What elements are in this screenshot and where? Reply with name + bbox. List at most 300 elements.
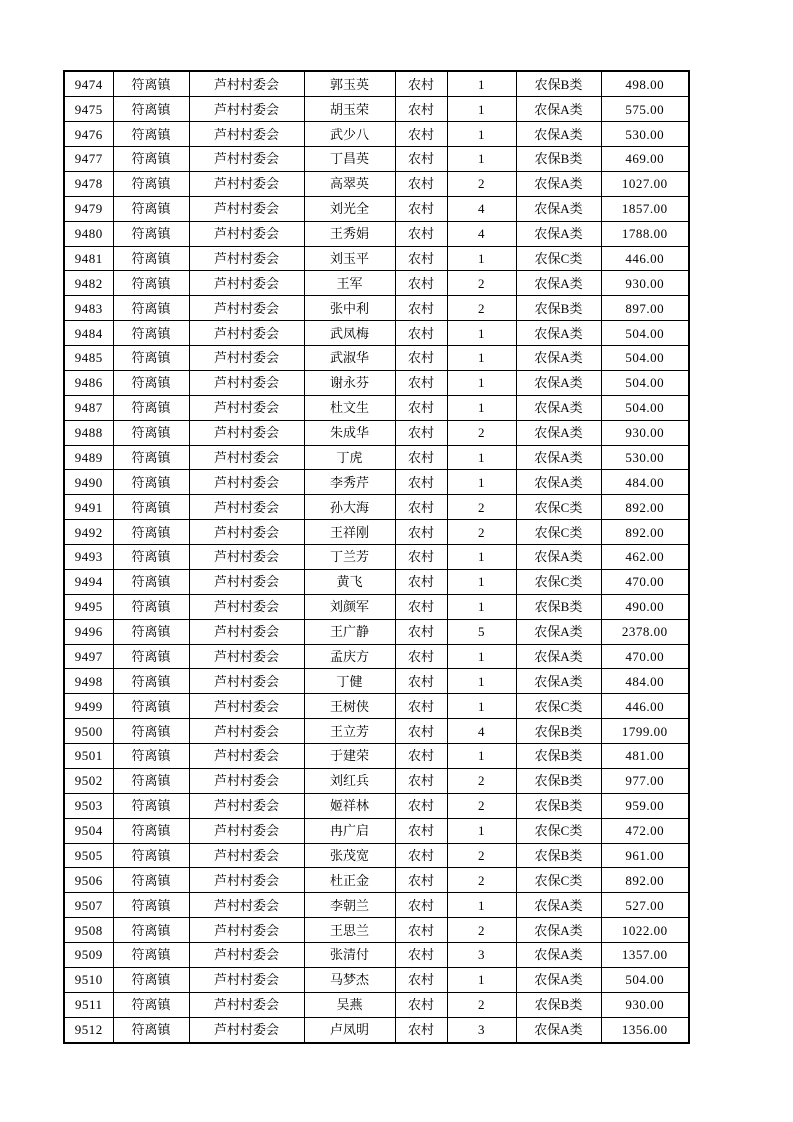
village-committee-cell: 芦村村委会	[189, 147, 304, 172]
insurance-category-cell: 农保A类	[516, 321, 601, 346]
table-row	[64, 818, 689, 843]
insurance-category-cell: 农保A类	[516, 918, 601, 943]
serial-number-cell: 9506	[64, 868, 113, 893]
insurance-category-cell: 农保B类	[516, 744, 601, 769]
amount-cell: 959.00	[601, 793, 689, 818]
residence-type-cell: 农村	[395, 495, 447, 520]
person-name-cell: 丁昌英	[304, 147, 395, 172]
residence-type-cell: 农村	[395, 395, 447, 420]
pension-roster-body	[64, 71, 689, 1043]
person-count-cell: 1	[447, 545, 516, 570]
person-name-cell: 丁健	[304, 669, 395, 694]
person-count-cell: 3	[447, 1017, 516, 1043]
person-count-cell: 1	[447, 346, 516, 371]
village-committee-cell: 芦村村委会	[189, 918, 304, 943]
insurance-category-cell: 农保A类	[516, 669, 601, 694]
village-committee-cell: 芦村村委会	[189, 744, 304, 769]
village-committee-cell: 芦村村委会	[189, 470, 304, 495]
town-cell: 符离镇	[113, 520, 189, 545]
table-row	[64, 992, 689, 1017]
person-name-cell: 丁兰芳	[304, 545, 395, 570]
residence-type-cell: 农村	[395, 992, 447, 1017]
person-name-cell: 李朝兰	[304, 893, 395, 918]
town-cell: 符离镇	[113, 818, 189, 843]
table-row	[64, 868, 689, 893]
town-cell: 符离镇	[113, 246, 189, 271]
residence-type-cell: 农村	[395, 97, 447, 122]
table-row	[64, 793, 689, 818]
serial-number-cell: 9512	[64, 1017, 113, 1043]
town-cell: 符离镇	[113, 545, 189, 570]
residence-type-cell: 农村	[395, 893, 447, 918]
person-count-cell: 4	[447, 221, 516, 246]
village-committee-cell: 芦村村委会	[189, 445, 304, 470]
person-name-cell: 王广静	[304, 619, 395, 644]
town-cell: 符离镇	[113, 271, 189, 296]
village-committee-cell: 芦村村委会	[189, 967, 304, 992]
person-count-cell: 1	[447, 594, 516, 619]
village-committee-cell: 芦村村委会	[189, 943, 304, 968]
amount-cell: 1799.00	[601, 719, 689, 744]
table-row	[64, 1017, 689, 1043]
village-committee-cell: 芦村村委会	[189, 122, 304, 147]
serial-number-cell: 9494	[64, 569, 113, 594]
table-row	[64, 122, 689, 147]
serial-number-cell: 9474	[64, 71, 113, 97]
amount-cell: 575.00	[601, 97, 689, 122]
person-count-cell: 2	[447, 420, 516, 445]
person-count-cell: 1	[447, 321, 516, 346]
town-cell: 符离镇	[113, 196, 189, 221]
town-cell: 符离镇	[113, 918, 189, 943]
person-name-cell: 张中利	[304, 296, 395, 321]
amount-cell: 504.00	[601, 370, 689, 395]
village-committee-cell: 芦村村委会	[189, 296, 304, 321]
amount-cell: 961.00	[601, 843, 689, 868]
insurance-category-cell: 农保A类	[516, 346, 601, 371]
table-row	[64, 171, 689, 196]
village-committee-cell: 芦村村委会	[189, 321, 304, 346]
residence-type-cell: 农村	[395, 445, 447, 470]
person-name-cell: 高翠英	[304, 171, 395, 196]
insurance-category-cell: 农保C类	[516, 569, 601, 594]
person-count-cell: 2	[447, 992, 516, 1017]
person-name-cell: 丁虎	[304, 445, 395, 470]
village-committee-cell: 芦村村委会	[189, 619, 304, 644]
insurance-category-cell: 农保A类	[516, 445, 601, 470]
person-name-cell: 姬祥林	[304, 793, 395, 818]
serial-number-cell: 9499	[64, 694, 113, 719]
town-cell: 符离镇	[113, 122, 189, 147]
insurance-category-cell: 农保B类	[516, 992, 601, 1017]
village-committee-cell: 芦村村委会	[189, 644, 304, 669]
insurance-category-cell: 农保A类	[516, 395, 601, 420]
table-row	[64, 744, 689, 769]
insurance-category-cell: 农保A类	[516, 171, 601, 196]
village-committee-cell: 芦村村委会	[189, 196, 304, 221]
table-row	[64, 221, 689, 246]
town-cell: 符离镇	[113, 147, 189, 172]
insurance-category-cell: 农保A类	[516, 943, 601, 968]
insurance-category-cell: 农保B类	[516, 594, 601, 619]
amount-cell: 1356.00	[601, 1017, 689, 1043]
amount-cell: 498.00	[601, 71, 689, 97]
amount-cell: 470.00	[601, 569, 689, 594]
village-committee-cell: 芦村村委会	[189, 768, 304, 793]
residence-type-cell: 农村	[395, 221, 447, 246]
insurance-category-cell: 农保A类	[516, 97, 601, 122]
person-name-cell: 刘颜军	[304, 594, 395, 619]
pension-roster-table	[63, 70, 690, 1044]
residence-type-cell: 农村	[395, 744, 447, 769]
town-cell: 符离镇	[113, 793, 189, 818]
person-count-cell: 1	[447, 122, 516, 147]
amount-cell: 930.00	[601, 271, 689, 296]
town-cell: 符离镇	[113, 346, 189, 371]
table-row	[64, 246, 689, 271]
table-row	[64, 569, 689, 594]
insurance-category-cell: 农保A类	[516, 967, 601, 992]
village-committee-cell: 芦村村委会	[189, 221, 304, 246]
insurance-category-cell: 农保B类	[516, 71, 601, 97]
town-cell: 符离镇	[113, 97, 189, 122]
village-committee-cell: 芦村村委会	[189, 818, 304, 843]
serial-number-cell: 9510	[64, 967, 113, 992]
serial-number-cell: 9486	[64, 370, 113, 395]
table-row	[64, 97, 689, 122]
person-name-cell: 郭玉英	[304, 71, 395, 97]
village-committee-cell: 芦村村委会	[189, 545, 304, 570]
residence-type-cell: 农村	[395, 1017, 447, 1043]
amount-cell: 892.00	[601, 495, 689, 520]
town-cell: 符离镇	[113, 171, 189, 196]
person-count-cell: 5	[447, 619, 516, 644]
person-name-cell: 刘红兵	[304, 768, 395, 793]
person-name-cell: 于建荣	[304, 744, 395, 769]
serial-number-cell: 9511	[64, 992, 113, 1017]
amount-cell: 530.00	[601, 445, 689, 470]
residence-type-cell: 农村	[395, 694, 447, 719]
amount-cell: 527.00	[601, 893, 689, 918]
person-count-cell: 2	[447, 495, 516, 520]
amount-cell: 1357.00	[601, 943, 689, 968]
residence-type-cell: 农村	[395, 271, 447, 296]
person-name-cell: 王立芳	[304, 719, 395, 744]
town-cell: 符离镇	[113, 445, 189, 470]
village-committee-cell: 芦村村委会	[189, 694, 304, 719]
residence-type-cell: 农村	[395, 147, 447, 172]
person-name-cell: 张清付	[304, 943, 395, 968]
town-cell: 符离镇	[113, 395, 189, 420]
town-cell: 符离镇	[113, 644, 189, 669]
table-row	[64, 147, 689, 172]
village-committee-cell: 芦村村委会	[189, 793, 304, 818]
residence-type-cell: 农村	[395, 246, 447, 271]
table-row	[64, 694, 689, 719]
town-cell: 符离镇	[113, 470, 189, 495]
insurance-category-cell: 农保A类	[516, 893, 601, 918]
person-count-cell: 4	[447, 719, 516, 744]
residence-type-cell: 农村	[395, 296, 447, 321]
amount-cell: 930.00	[601, 420, 689, 445]
village-committee-cell: 芦村村委会	[189, 1017, 304, 1043]
village-committee-cell: 芦村村委会	[189, 569, 304, 594]
amount-cell: 892.00	[601, 520, 689, 545]
person-name-cell: 李秀芹	[304, 470, 395, 495]
person-count-cell: 1	[447, 147, 516, 172]
insurance-category-cell: 农保B类	[516, 296, 601, 321]
person-name-cell: 刘光全	[304, 196, 395, 221]
residence-type-cell: 农村	[395, 918, 447, 943]
table-row	[64, 420, 689, 445]
table-row	[64, 594, 689, 619]
amount-cell: 1857.00	[601, 196, 689, 221]
table-row	[64, 967, 689, 992]
residence-type-cell: 农村	[395, 619, 447, 644]
serial-number-cell: 9492	[64, 520, 113, 545]
table-row	[64, 346, 689, 371]
insurance-category-cell: 农保B类	[516, 843, 601, 868]
town-cell: 符离镇	[113, 669, 189, 694]
serial-number-cell: 9500	[64, 719, 113, 744]
table-row	[64, 296, 689, 321]
village-committee-cell: 芦村村委会	[189, 420, 304, 445]
person-name-cell: 马梦杰	[304, 967, 395, 992]
person-count-cell: 1	[447, 395, 516, 420]
village-committee-cell: 芦村村委会	[189, 495, 304, 520]
residence-type-cell: 农村	[395, 122, 447, 147]
town-cell: 符离镇	[113, 221, 189, 246]
person-count-cell: 1	[447, 470, 516, 495]
village-committee-cell: 芦村村委会	[189, 843, 304, 868]
person-name-cell: 刘玉平	[304, 246, 395, 271]
person-count-cell: 2	[447, 271, 516, 296]
amount-cell: 2378.00	[601, 619, 689, 644]
person-count-cell: 1	[447, 744, 516, 769]
person-name-cell: 吴燕	[304, 992, 395, 1017]
person-name-cell: 王祥刚	[304, 520, 395, 545]
residence-type-cell: 农村	[395, 370, 447, 395]
serial-number-cell: 9484	[64, 321, 113, 346]
serial-number-cell: 9495	[64, 594, 113, 619]
person-count-cell: 4	[447, 196, 516, 221]
amount-cell: 472.00	[601, 818, 689, 843]
insurance-category-cell: 农保A类	[516, 644, 601, 669]
amount-cell: 490.00	[601, 594, 689, 619]
insurance-category-cell: 农保B类	[516, 719, 601, 744]
table-row	[64, 719, 689, 744]
amount-cell: 504.00	[601, 321, 689, 346]
town-cell: 符离镇	[113, 967, 189, 992]
person-name-cell: 冉广启	[304, 818, 395, 843]
village-committee-cell: 芦村村委会	[189, 520, 304, 545]
insurance-category-cell: 农保C类	[516, 868, 601, 893]
amount-cell: 481.00	[601, 744, 689, 769]
serial-number-cell: 9480	[64, 221, 113, 246]
serial-number-cell: 9504	[64, 818, 113, 843]
insurance-category-cell: 农保B类	[516, 768, 601, 793]
table-row	[64, 520, 689, 545]
table-row	[64, 918, 689, 943]
village-committee-cell: 芦村村委会	[189, 271, 304, 296]
insurance-category-cell: 农保A类	[516, 122, 601, 147]
serial-number-cell: 9502	[64, 768, 113, 793]
insurance-category-cell: 农保A类	[516, 545, 601, 570]
residence-type-cell: 农村	[395, 196, 447, 221]
insurance-category-cell: 农保B类	[516, 147, 601, 172]
amount-cell: 470.00	[601, 644, 689, 669]
town-cell: 符离镇	[113, 420, 189, 445]
person-name-cell: 杜正金	[304, 868, 395, 893]
insurance-category-cell: 农保C类	[516, 246, 601, 271]
person-name-cell: 武凤梅	[304, 321, 395, 346]
amount-cell: 446.00	[601, 694, 689, 719]
person-name-cell: 王军	[304, 271, 395, 296]
serial-number-cell: 9490	[64, 470, 113, 495]
amount-cell: 484.00	[601, 470, 689, 495]
serial-number-cell: 9485	[64, 346, 113, 371]
person-count-cell: 2	[447, 520, 516, 545]
village-committee-cell: 芦村村委会	[189, 669, 304, 694]
amount-cell: 897.00	[601, 296, 689, 321]
person-count-cell: 2	[447, 843, 516, 868]
town-cell: 符离镇	[113, 694, 189, 719]
village-committee-cell: 芦村村委会	[189, 71, 304, 97]
person-name-cell: 朱成华	[304, 420, 395, 445]
insurance-category-cell: 农保A类	[516, 1017, 601, 1043]
table-row	[64, 669, 689, 694]
table-row	[64, 470, 689, 495]
table-row	[64, 71, 689, 97]
village-committee-cell: 芦村村委会	[189, 370, 304, 395]
person-name-cell: 胡玉荣	[304, 97, 395, 122]
amount-cell: 977.00	[601, 768, 689, 793]
person-count-cell: 1	[447, 644, 516, 669]
village-committee-cell: 芦村村委会	[189, 395, 304, 420]
residence-type-cell: 农村	[395, 943, 447, 968]
table-row	[64, 321, 689, 346]
table-row	[64, 644, 689, 669]
serial-number-cell: 9481	[64, 246, 113, 271]
residence-type-cell: 农村	[395, 569, 447, 594]
town-cell: 符离镇	[113, 495, 189, 520]
person-count-cell: 1	[447, 669, 516, 694]
town-cell: 符离镇	[113, 594, 189, 619]
table-row	[64, 943, 689, 968]
table-row	[64, 843, 689, 868]
amount-cell: 930.00	[601, 992, 689, 1017]
insurance-category-cell: 农保B类	[516, 793, 601, 818]
person-name-cell: 张茂宽	[304, 843, 395, 868]
serial-number-cell: 9477	[64, 147, 113, 172]
town-cell: 符离镇	[113, 768, 189, 793]
town-cell: 符离镇	[113, 893, 189, 918]
serial-number-cell: 9498	[64, 669, 113, 694]
person-count-cell: 2	[447, 768, 516, 793]
serial-number-cell: 9505	[64, 843, 113, 868]
person-name-cell: 卢凤明	[304, 1017, 395, 1043]
serial-number-cell: 9476	[64, 122, 113, 147]
serial-number-cell: 9501	[64, 744, 113, 769]
person-count-cell: 2	[447, 918, 516, 943]
residence-type-cell: 农村	[395, 843, 447, 868]
person-name-cell: 王秀娟	[304, 221, 395, 246]
town-cell: 符离镇	[113, 868, 189, 893]
residence-type-cell: 农村	[395, 171, 447, 196]
residence-type-cell: 农村	[395, 818, 447, 843]
insurance-category-cell: 农保A类	[516, 196, 601, 221]
table-row	[64, 495, 689, 520]
residence-type-cell: 农村	[395, 470, 447, 495]
table-row	[64, 545, 689, 570]
serial-number-cell: 9496	[64, 619, 113, 644]
table-row	[64, 619, 689, 644]
amount-cell: 1027.00	[601, 171, 689, 196]
serial-number-cell: 9478	[64, 171, 113, 196]
serial-number-cell: 9509	[64, 943, 113, 968]
serial-number-cell: 9489	[64, 445, 113, 470]
amount-cell: 1788.00	[601, 221, 689, 246]
serial-number-cell: 9503	[64, 793, 113, 818]
insurance-category-cell: 农保A类	[516, 420, 601, 445]
person-name-cell: 孙大海	[304, 495, 395, 520]
residence-type-cell: 农村	[395, 644, 447, 669]
serial-number-cell: 9482	[64, 271, 113, 296]
residence-type-cell: 农村	[395, 520, 447, 545]
person-count-cell: 1	[447, 694, 516, 719]
person-name-cell: 王思兰	[304, 918, 395, 943]
insurance-category-cell: 农保A类	[516, 370, 601, 395]
residence-type-cell: 农村	[395, 420, 447, 445]
amount-cell: 484.00	[601, 669, 689, 694]
village-committee-cell: 芦村村委会	[189, 868, 304, 893]
amount-cell: 504.00	[601, 967, 689, 992]
serial-number-cell: 9479	[64, 196, 113, 221]
village-committee-cell: 芦村村委会	[189, 346, 304, 371]
serial-number-cell: 9491	[64, 495, 113, 520]
person-count-cell: 1	[447, 569, 516, 594]
residence-type-cell: 农村	[395, 669, 447, 694]
serial-number-cell: 9497	[64, 644, 113, 669]
residence-type-cell: 农村	[395, 594, 447, 619]
table-row	[64, 370, 689, 395]
person-count-cell: 2	[447, 171, 516, 196]
serial-number-cell: 9507	[64, 893, 113, 918]
town-cell: 符离镇	[113, 71, 189, 97]
person-name-cell: 王树侠	[304, 694, 395, 719]
residence-type-cell: 农村	[395, 793, 447, 818]
insurance-category-cell: 农保C类	[516, 495, 601, 520]
residence-type-cell: 农村	[395, 321, 447, 346]
serial-number-cell: 9488	[64, 420, 113, 445]
town-cell: 符离镇	[113, 569, 189, 594]
amount-cell: 504.00	[601, 346, 689, 371]
serial-number-cell: 9487	[64, 395, 113, 420]
person-count-cell: 1	[447, 445, 516, 470]
person-count-cell: 1	[447, 967, 516, 992]
insurance-category-cell: 农保C类	[516, 818, 601, 843]
residence-type-cell: 农村	[395, 545, 447, 570]
table-row	[64, 445, 689, 470]
town-cell: 符离镇	[113, 1017, 189, 1043]
person-count-cell: 1	[447, 97, 516, 122]
village-committee-cell: 芦村村委会	[189, 97, 304, 122]
village-committee-cell: 芦村村委会	[189, 171, 304, 196]
person-name-cell: 孟庆方	[304, 644, 395, 669]
table-row	[64, 768, 689, 793]
insurance-category-cell: 农保A类	[516, 271, 601, 296]
table-row	[64, 395, 689, 420]
